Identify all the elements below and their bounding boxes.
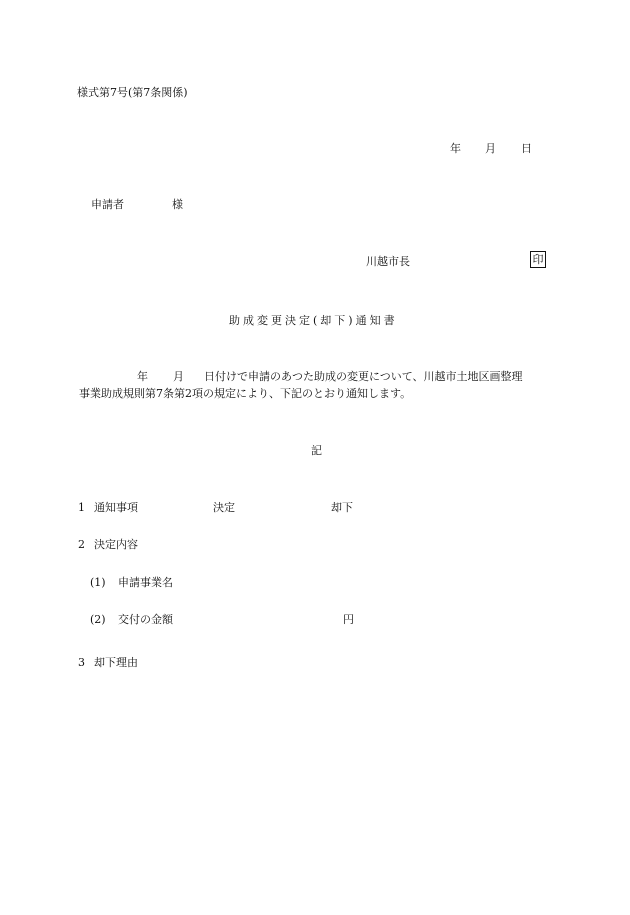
- date-day: 日: [521, 142, 532, 155]
- item-1-number: 1: [78, 501, 85, 514]
- sub-1-number: (1): [90, 576, 106, 589]
- body-line-1: [79, 368, 559, 385]
- date-month: 月: [485, 142, 496, 155]
- item-1-option-rejection: 却下: [331, 501, 353, 514]
- body-month: 月: [173, 370, 184, 383]
- sub-2-number: (2): [90, 613, 106, 626]
- document-title: 助成変更決定(却下)通知書: [229, 314, 398, 327]
- applicant-honorific: 様: [172, 198, 183, 211]
- item-3-number: 3: [78, 656, 85, 669]
- item-2-label: 決定内容: [94, 538, 138, 551]
- applicant-label: 申請者: [91, 198, 124, 211]
- issuer-title: 川越市長: [366, 255, 410, 268]
- date-year: 年: [450, 142, 461, 155]
- sub-2-unit: 円: [343, 613, 354, 626]
- body-paragraph: [79, 368, 559, 402]
- body-line-2: 事業助成規則第7条第2項の規定により、下記のとおり通知します。: [79, 387, 412, 400]
- body-line-1-rest: 日付けで申請のあつた助成の変更について、川越市土地区画整理: [204, 370, 523, 383]
- sub-2-label: 交付の金額: [118, 613, 173, 626]
- item-2-number: 2: [78, 538, 85, 551]
- item-3-label: 却下理由: [94, 656, 138, 669]
- ki-heading: 記: [311, 444, 322, 457]
- item-1-label: 通知事項: [94, 501, 138, 514]
- form-number: 様式第7号(第7条関係): [77, 86, 188, 99]
- sub-1-label: 申請事業名: [118, 576, 173, 589]
- body-year: 年: [137, 370, 148, 383]
- seal-stamp: 印: [530, 251, 546, 268]
- item-1-option-decision: 決定: [213, 501, 235, 514]
